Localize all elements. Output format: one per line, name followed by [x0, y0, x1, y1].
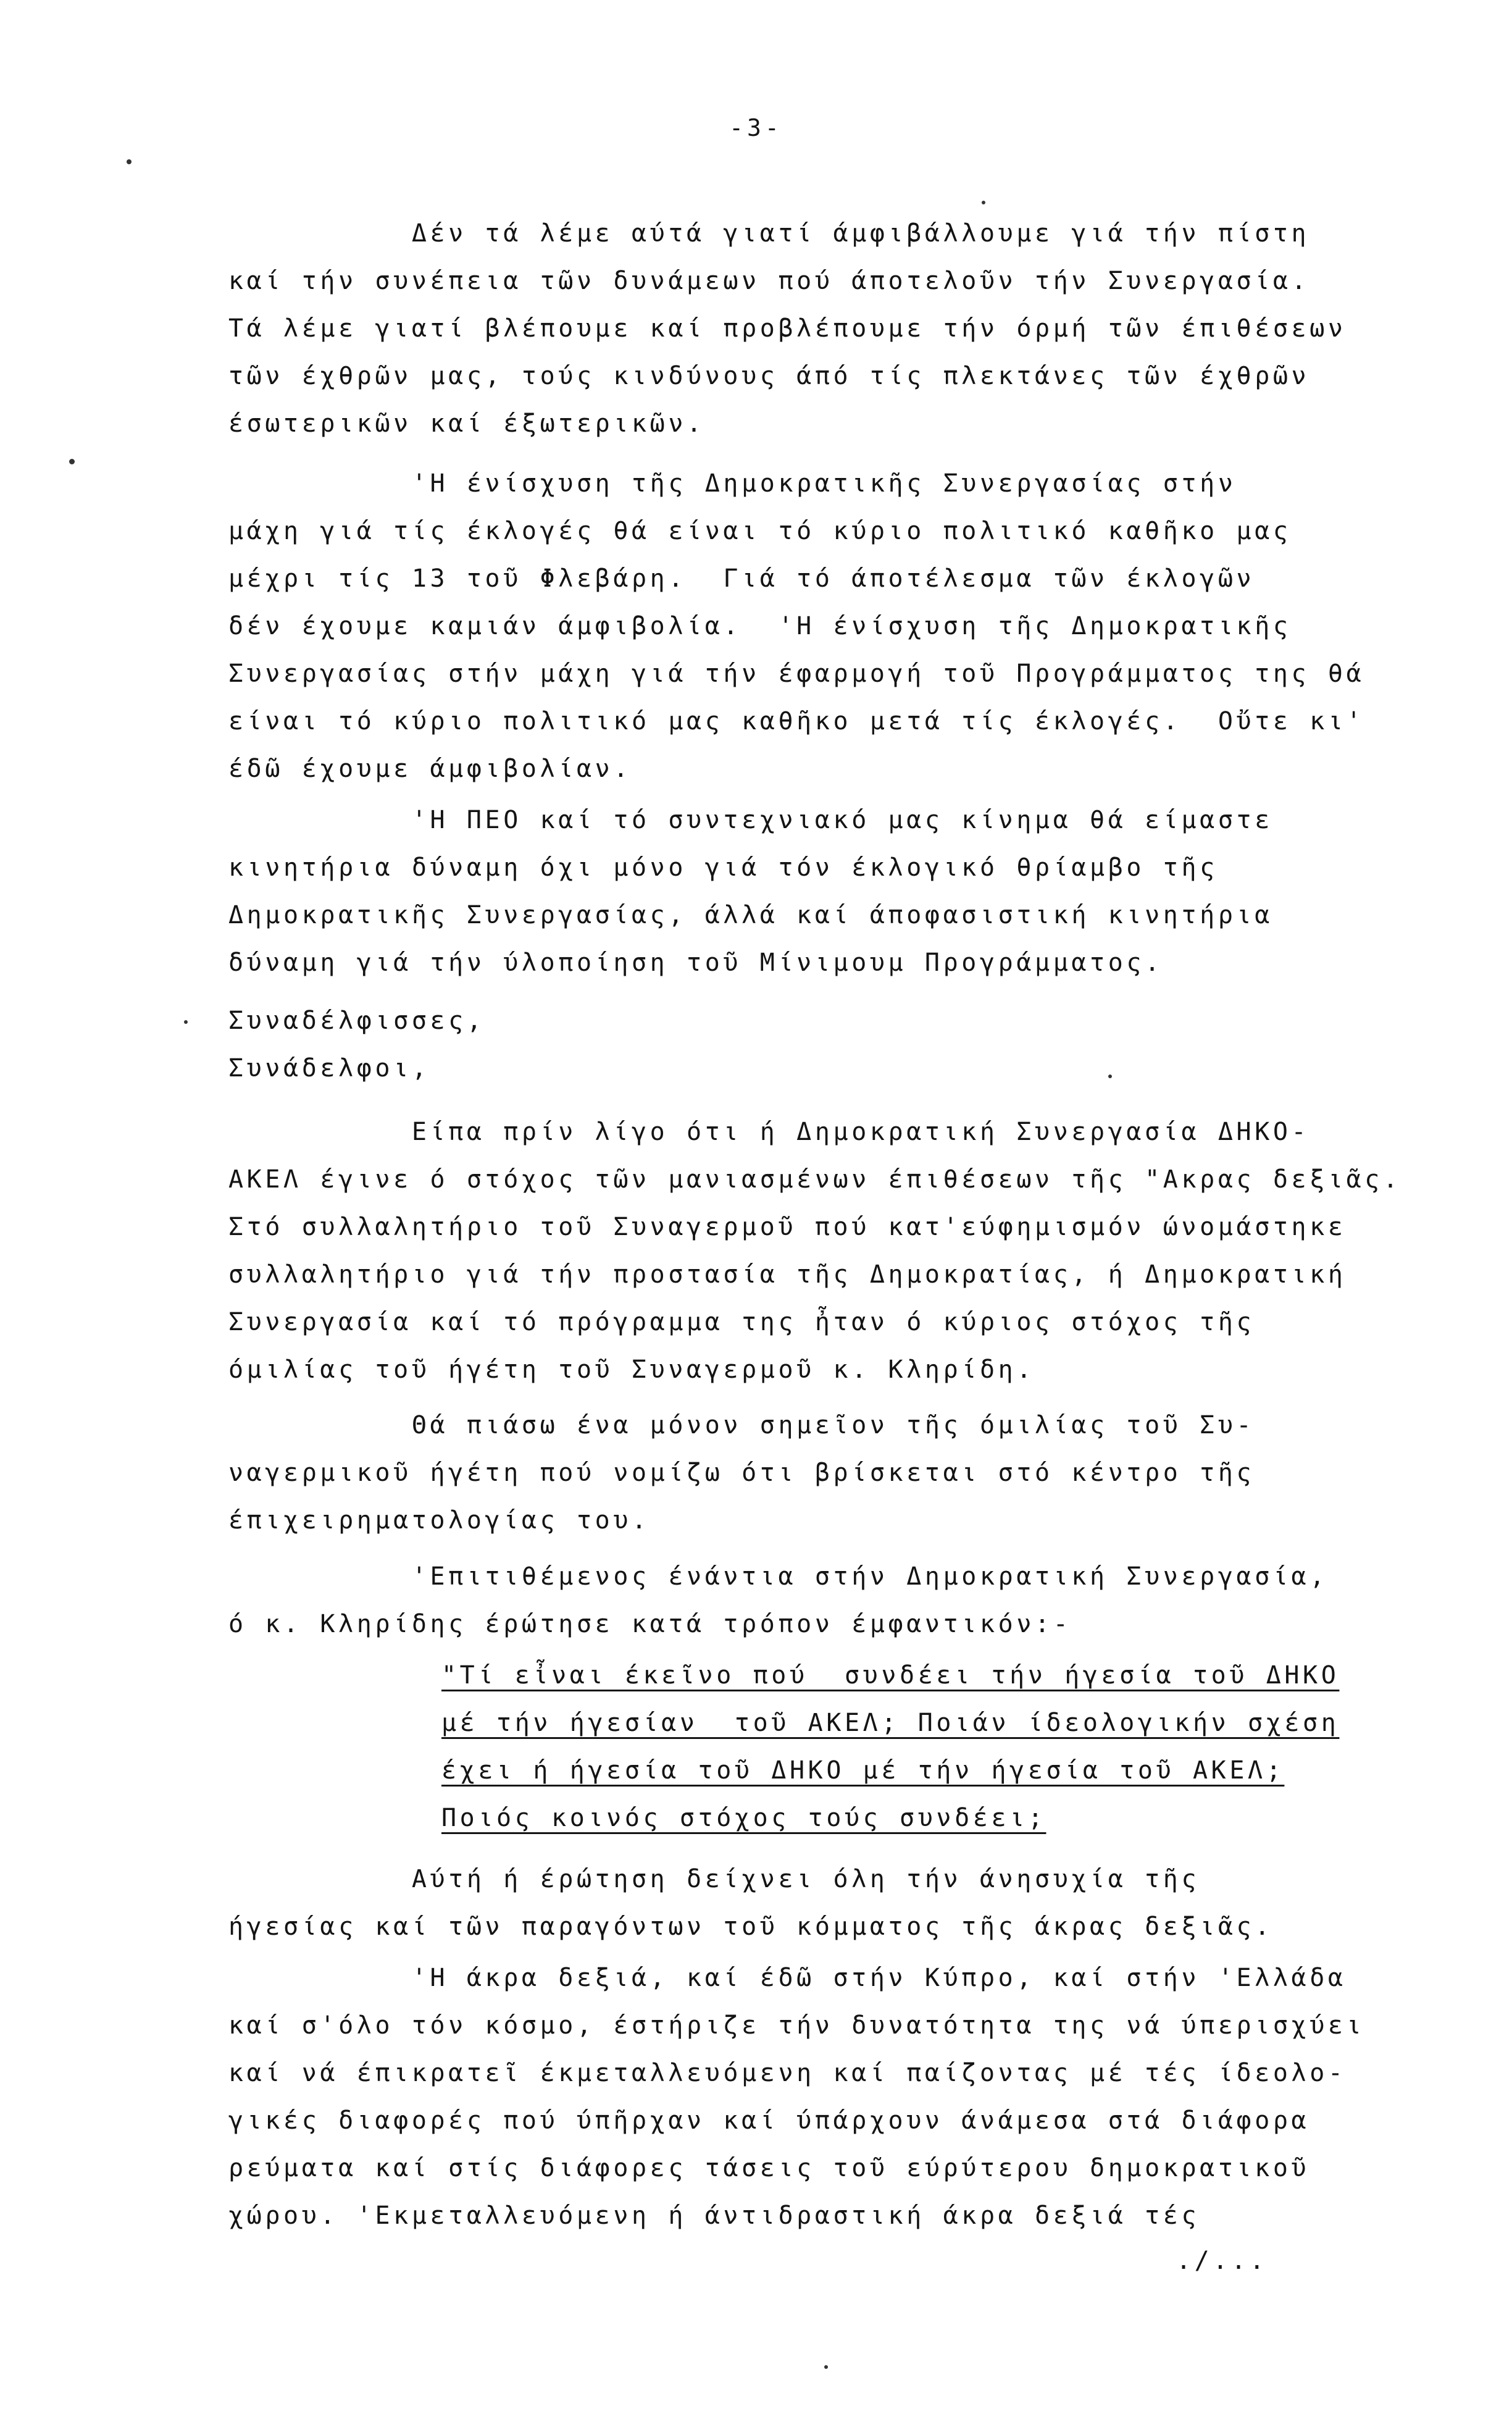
text-line: 'Η ένίσχυση τῆς Δημοκρατικῆς Συνεργασίας στήν	[228, 469, 1237, 498]
text-line: Τά λέμε γιατί βλέπουμε καί προβλέπουμε τήν όρμή τῶν έπιθέσεων	[228, 314, 1347, 343]
paragraph	[228, 997, 485, 1092]
text-line: Θά πιάσω ένα μόνον σημεῖον τῆς όμιλίας τοῦ Συ-	[228, 1411, 1255, 1439]
scan-speck	[824, 2365, 828, 2369]
text-line: καί σ'όλο τόν κόσμο, έστήριζε τήν δυνατότητα της νά ύπερισχύει	[228, 2011, 1365, 2040]
text-line: μέ τήν ήγεσίαν τοῦ ΑΚΕΛ; Ποιάν ίδεολογικήν σχέση	[441, 1709, 1340, 1737]
scan-speck	[127, 159, 132, 164]
text-line: έδῶ έχουμε άμφιβολίαν.	[228, 755, 632, 783]
paragraph	[228, 1402, 1255, 1544]
text-line: μέχρι τίς 13 τοῦ Φλεβάρη. Γιά τό άποτέλεσμα τῶν έκλογῶν	[228, 564, 1255, 593]
text-line: έχει ή ήγεσία τοῦ ΔΗΚΟ μέ τήν ήγεσία τοῦ ΑΚΕΛ;	[441, 1756, 1285, 1785]
text-line: Στό συλλαλητήριο τοῦ Συναγερμοῦ πού κατ'εύφημισμόν ώνομάστηκε	[228, 1213, 1347, 1241]
text-line: συλλαλητήριο γιά τήν προστασία τῆς Δημοκρατίας, ή Δημοκρατική	[228, 1260, 1347, 1289]
text-line: καί τήν συνέπεια τῶν δυνάμεων πού άποτελοῦν τήν Συνεργασία.	[228, 267, 1310, 295]
scan-speck	[184, 1020, 188, 1024]
text-line: Συνάδελφοι,	[228, 1054, 430, 1083]
paragraph	[228, 1108, 1401, 1394]
text-line: Συναδέλφισσες,	[228, 1007, 485, 1035]
text-line: κινητήρια δύναμη όχι μόνο γιά τόν έκλογικό θρίαμβο τῆς	[228, 853, 1218, 882]
continuation-marker	[1176, 2237, 1268, 2285]
scan-speck	[982, 201, 985, 204]
text-line: έπιχειρηματολογίας του.	[228, 1506, 650, 1535]
text-line: έσωτερικῶν καί έξωτερικῶν.	[228, 409, 705, 438]
scan-speck	[69, 459, 75, 464]
text-line: δέν έχουμε καμιάν άμφιβολία. 'Η ένίσχυση τῆς Δημοκρατικῆς	[228, 612, 1292, 640]
text-line: Συνεργασίας στήν μάχη γιά τήν έφαρμογή τοῦ Προγράμματος της θά	[228, 660, 1365, 688]
paragraph	[228, 460, 1364, 793]
text-line: Συνεργασία καί τό πρόγραμμα της ἦταν ό κύριος στόχος τῆς	[228, 1308, 1255, 1336]
text-line: είναι τό κύριο πολιτικό μας καθῆκο μετά τίς έκλογές. Οὔτε κι'	[228, 707, 1365, 735]
text-line: 'Επιτιθέμενος ένάντια στήν Δημοκρατική Συνεργασία,	[228, 1562, 1328, 1591]
text-line: γικές διαφορές πού ύπῆρχαν καί ύπάρχουν άνάμεσα στά διάφορα	[228, 2106, 1310, 2135]
text-line: ./...	[1176, 2247, 1268, 2275]
text-line: χώρου. 'Εκμεταλλευόμενη ή άντιδραστική άκρα δεξιά τές	[228, 2202, 1200, 2230]
text-line: ρεύματα καί στίς διάφορες τάσεις τοῦ εύρύτερου δημοκρατικοῦ	[228, 2154, 1310, 2182]
scan-speck	[1108, 1075, 1112, 1078]
text-line: καί νά έπικρατεῖ έκμεταλλευόμενη καί παίζοντας μέ τές ίδεολο-	[228, 2059, 1347, 2087]
text-line: Ποιός κοινός στόχος τούς συνδέει;	[441, 1804, 1046, 1832]
paragraph	[228, 210, 1347, 448]
text-line: όμιλίας τοῦ ήγέτη τοῦ Συναγερμοῦ κ. Κληρίδη.	[228, 1355, 1035, 1384]
text-line: 'Η ΠΕΟ καί τό συντεχνιακό μας κίνημα θά είμαστε	[228, 806, 1273, 834]
text-line: μάχη γιά τίς έκλογές θά είναι τό κύριο πολιτικό καθῆκο μας	[228, 517, 1292, 545]
quoted-passage	[441, 1652, 1339, 1842]
text-line: Δημοκρατικῆς Συνεργασίας, άλλά καί άποφασιστική κινητήρια	[228, 901, 1273, 929]
text-line: τῶν έχθρῶν μας, τούς κινδύνους άπό τίς πλεκτάνες τῶν έχθρῶν	[228, 362, 1310, 390]
text-line: ΑΚΕΛ έγινε ό στόχος τῶν μανιασμένων έπιθέσεων τῆς "Ακρας δεξιᾶς.	[228, 1165, 1401, 1194]
text-line: ήγεσίας καί τῶν παραγόντων τοῦ κόμματος τῆς άκρας δεξιᾶς.	[228, 1913, 1273, 1941]
text-line: ό κ. Κληρίδης έρώτησε κατά τρόπον έμφαντικόν:-	[228, 1610, 1072, 1638]
text-line: ναγερμικοῦ ήγέτη πού νομίζω ότι βρίσκεται στό κέντρο τῆς	[228, 1459, 1255, 1487]
text-line: 'Η άκρα δεξιά, καί έδῶ στήν Κύπρο, καί στήν 'Ελλάδα	[228, 1964, 1347, 1992]
paragraph	[228, 1553, 1328, 1648]
text-line: δύναμη γιά τήν ύλοποίηση τοῦ Μίνιμουμ Προγράμματος.	[228, 949, 1163, 977]
paragraph	[228, 797, 1273, 987]
text-line: "Τί εἶναι έκεῖνο πού συνδέει τήν ήγεσία τοῦ ΔΗΚΟ	[441, 1661, 1340, 1690]
text-line: Αύτή ή έρώτηση δείχνει όλη τήν άνησυχία τῆς	[228, 1865, 1200, 1893]
text-line: Δέν τά λέμε αύτά γιατί άμφιβάλλουμε γιά τήν πίστη	[228, 219, 1310, 248]
paragraph	[228, 1954, 1364, 2240]
text-line: Είπα πρίν λίγο ότι ή Δημοκρατική Συνεργασία ΔΗΚΟ-	[228, 1118, 1310, 1146]
paragraph	[228, 1856, 1273, 1951]
page-number: -3-	[729, 114, 783, 141]
